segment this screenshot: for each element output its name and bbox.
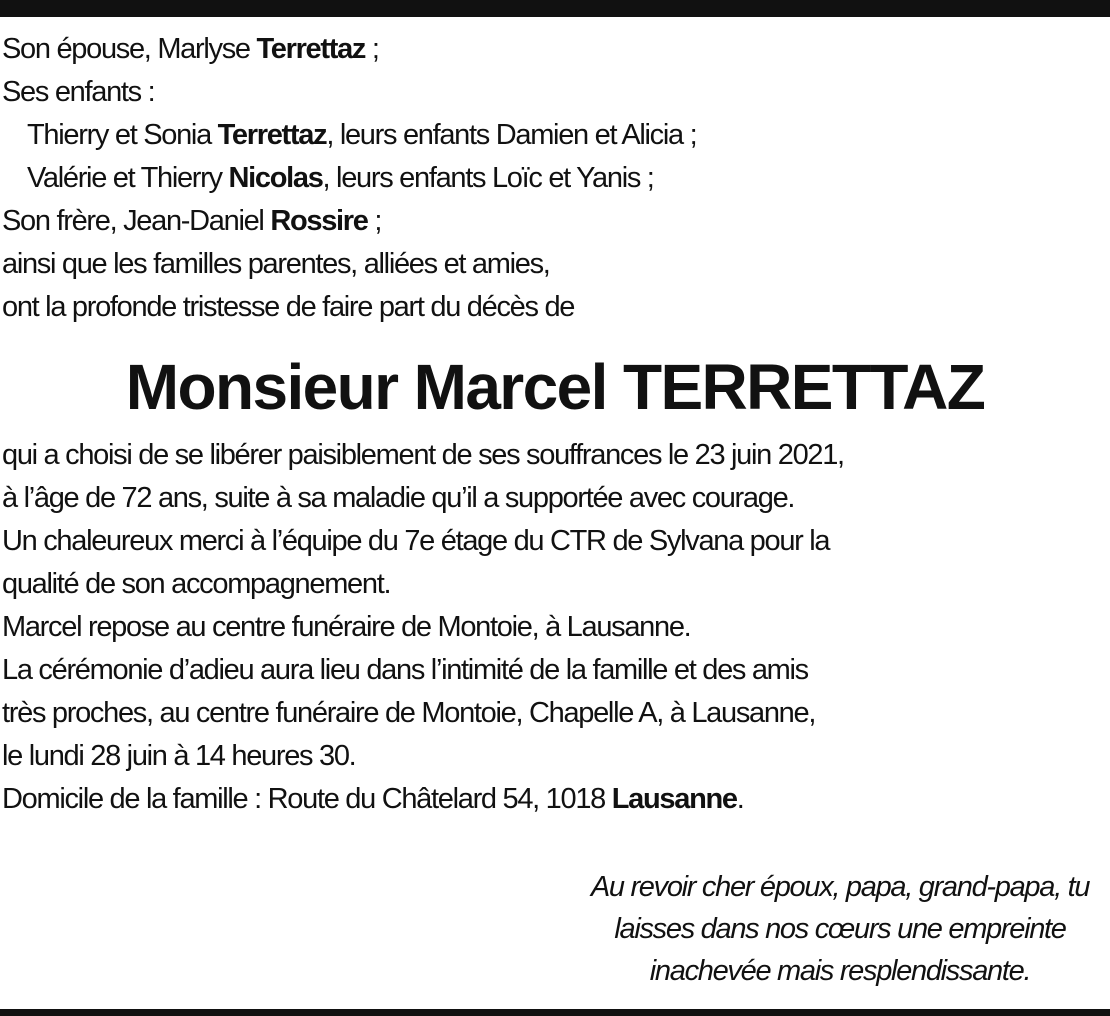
intro-text: Son frère, Jean-Daniel — [2, 205, 271, 237]
body-line-1: qui a choisi de se libérer paisiblement de ses souffrances le 23 juin 2021, — [2, 439, 844, 471]
bottom-border-rule — [0, 1009, 1110, 1016]
surname: Terrettaz — [217, 119, 327, 151]
intro-text: , leurs enfants Loïc et Yanis ; — [322, 162, 654, 194]
intro-text: Son épouse, Marlyse — [2, 33, 257, 65]
closing-line-3: inachevée mais resplendissante. — [649, 955, 1031, 987]
surname: Terrettaz — [256, 33, 366, 65]
address-text: . — [736, 783, 744, 815]
intro-text: Thierry et Sonia — [27, 119, 218, 151]
closing-verse — [490, 866, 1110, 992]
body-line-5: Marcel repose au centre funéraire de Montoie, à Lausanne. — [2, 611, 691, 643]
body-line-3: Un chaleureux merci à l’équipe du 7e étage du CTR de Sylvana pour la — [2, 525, 830, 557]
body-line-8: le lundi 28 juin à 14 heures 30. — [2, 740, 356, 772]
city: Lausanne — [611, 783, 737, 815]
intro-line-children-heading: Ses enfants : — [2, 76, 155, 108]
intro-line-announcement: ont la profonde tristesse de faire part du décès de — [2, 291, 575, 323]
address-text: Domicile de la famille : Route du Châtelard 54, 1018 — [2, 783, 612, 815]
intro-text: Valérie et Thierry — [27, 162, 229, 194]
surname: Nicolas — [228, 162, 323, 194]
body-line-4: qualité de son accompagnement. — [2, 568, 391, 600]
deceased-name-heading: Monsieur Marcel TERRETTAZ — [125, 351, 985, 423]
body-line-6: La cérémonie d’adieu aura lieu dans l’intimité de la famille et des amis — [2, 654, 808, 686]
intro-line-families: ainsi que les familles parentes, alliées et amies, — [2, 248, 550, 280]
closing-line-2: laisses dans nos cœurs une empreinte — [614, 913, 1066, 945]
intro-text: ; — [367, 205, 382, 237]
intro-text: ; — [365, 33, 379, 65]
body-line-2: à l’âge de 72 ans, suite à sa maladie qu’il a supportée avec courage. — [2, 482, 795, 514]
intro-text: , leurs enfants Damien et Alicia ; — [326, 119, 697, 151]
surname: Rossire — [270, 205, 368, 237]
body-line-7: très proches, au centre funéraire de Montoie, Chapelle A, à Lausanne, — [2, 697, 816, 729]
closing-line-1: Au revoir cher époux, papa, grand-papa, tu — [590, 871, 1090, 903]
